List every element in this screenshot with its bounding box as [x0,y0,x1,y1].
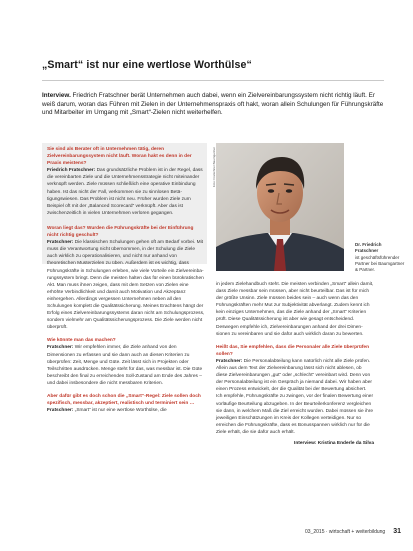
speaker-label: Fratschner: [216,358,243,364]
portrait-image [216,143,344,271]
qa-block [47,225,205,331]
answer-text: Wir empfehlen immer, die Ziele anhand von den Dimensionen zu erfassen und sie dann auch an diesen Kriterien zu überprüfen: Zeit, Menge und Güte. Zeit lässt sich in Projekten oder Teilschritten ausdrücken. Menge steht für das, was messbar ist. Die Güte beschreibt den final zu erreichenden Soll-Zustand am Ende des Jahres – und dabei insbesondere die nicht messbaren Kriterien. [47,345,203,386]
speaker-label: Fratschner: [47,345,74,351]
qa-block [47,146,205,217]
article-title: „Smart“ ist nur eine wertlose Worthülse“ [42,59,252,71]
answer-text: Die klassischen Schulungen gehen oft am Bedarf vorbei. Mit muss die Verantwortung nicht übernommen, in der Schulung die Ziele auch wirklich zu operationalisieren, und nicht nur anhand von theoretischen Musterzielen zu üben. Außerdem ist es wichtig, dass Führungskräfte in Schulungen erleben, wie viele Vorteile ein Zielvereinbarungssystem bringt. Denn die meisten halten das für einen bürokratischen Akt. Man muss ihnen zeigen, dass mit dem Setzen von Zielen eine erhöhte Verbindlichkeit und damit auch Motivation und Akzeptanz einhergehen. Allerdings vergessen Unternehmen neben all den Schulungen komplett die Qualitätssicherung. Meines Erachtens hängt der Erfolg eines Zielvereinbarungssystems daran nicht am Schulungsprozess, sondern vielmehr am Qualitätssicherungsprozess. Die Ziele werden nicht überprüft. [47,240,205,331]
page-footer [305,528,401,535]
article-intro [42,92,384,118]
qa-block [216,281,374,338]
qa-block [47,393,205,414]
answer-text: Die Personalabteilung kann natürlich nicht alle Ziele prüfen. Allein aus dem Text der Zielvereinbarung lässt sich nicht ablesen, ob diese Zielvereinbarungen „gut“ oder „schlecht“ vereinbart wird. Denn von der Personalabteilung ist ein Gespräch ja niemand dabei. Wir haben aber einen Prozess entwickelt, der die Qualität bei der Bewertung absichert. Ich empfehle, Führungskräfte zu zwingen, vor der finalen Bewertung einer vorläufige Beurteilung abzugeben. In der Beurteilerkonferenz vergleichen sie dann, in welchem Maß die Ziel erreicht wurden. Dabei müssen sie ihre jeweiligen Einschätzungen im Kreis der Kollegen verteidigen. Nur so erreichen die Führungskräfte, dass es Bonusspannen wirklich nur für die Ziele erhält, die sie dafür auch erhält. [216,358,374,435]
question: Wie könnte man das machen? [47,338,116,344]
left-column [47,146,205,420]
qa-block [216,344,374,436]
speaker-label: Fratschner: [47,408,74,414]
speaker-label: Fratschner: [47,240,74,246]
question: Aber dafür gibt es doch schon die „Smart“-Regel: Ziele sollen doch spezifisch, messbar, akzeptiert, realistisch und terminiert sein … [47,394,201,407]
speaker-label: Friedrich Fratschner: [47,168,96,174]
interview-credit: Interview: Kristina Enderle da Silva [294,440,374,446]
caption-text: ist geschäftsführender Partner bei Baumgartner & Partner. [355,254,405,273]
answer-text: in jedem Zielehandbuch steht. Die meisten verbinden „Smart“ allein damit, dass Ziele messbar sein müssen, aber nicht beurteilbar. Das ist für mich der größte Unsinn. Ziele müssen beides sein – auch wenn das den Führungskräften mehr Mut zur Subjektivität abverlangt. Zudem kennt ich kein einziges Unternehmen, das die Ziele anhand der „Smart“ Kriterien prüft. Diese Qualitätssicherung ist aber wie gesagt entscheidend. Deswegen empfehle ich, Zielvereinbarungen anhand der drei Dimensionen zu vereinbaren und sie dafür auch wirklich daran zu bewerten. [216,282,374,337]
question: Sie sind als Berater oft in Unternehmen tätig, deren Zielvereinbarungssystem nicht läuft. Woran hakt es denn in der Praxis meistens? [47,147,192,167]
photo-credit: Foto: Fratschner Baumgartner [212,147,216,188]
right-column [216,281,374,447]
intro-lead: Interview. [42,92,71,99]
portrait-photo [216,143,344,271]
answer-text: Das grundsätzliche Problem ist in der Regel, dass die vereinbarten Ziele und die Unternehmensstrategie nicht miteinander verknüpft werden. Ziele müssen schließlich eine operative Einbindung haben. Ist das nicht der Fall, verkommen sie zu sinnlosen Betätigungswiesen. Das Problem ist nicht neu. Früher wurden Ziele zum Beispiel oft mit der „Balanced Scorecard“ verknüpft. Aber das ist zwischenzeitlich in vielen Unternehmen verloren gegangen. [47,168,203,216]
question: Heißt das, Sie empfehlen, dass die Personaler alle Ziele überprüfen sollen? [216,344,370,357]
photo-caption [355,242,405,273]
caption-name: Dr. Friedrich Fratschner [355,242,382,254]
page-number: 31 [393,528,401,535]
question: Woran liegt das? Wurden die Führungskräfte bei der Einführung nicht richtig geschult? [47,225,194,239]
answer-text: „Smart“ ist nur eine wertlose Worthülse, die [73,408,167,414]
intro-text: Friedrich Fratschner berät Unternehmen auch dabei, wenn ein Zielvereinbarungssystem nicht richtig läuft. Er weiß darum, woran das Führen mit Zielen in der Unternehmenspraxis oft hakt, woran allein Schulungen für Führungskräfte und Mitarbeiter im Umgang mit „Smart“-Zielen nicht weiterhelfen. [42,92,384,116]
title-rule [42,80,384,81]
issue-label: 03_2015 · wirtschaft + weiterbildung [305,529,386,535]
qa-block [47,337,205,387]
